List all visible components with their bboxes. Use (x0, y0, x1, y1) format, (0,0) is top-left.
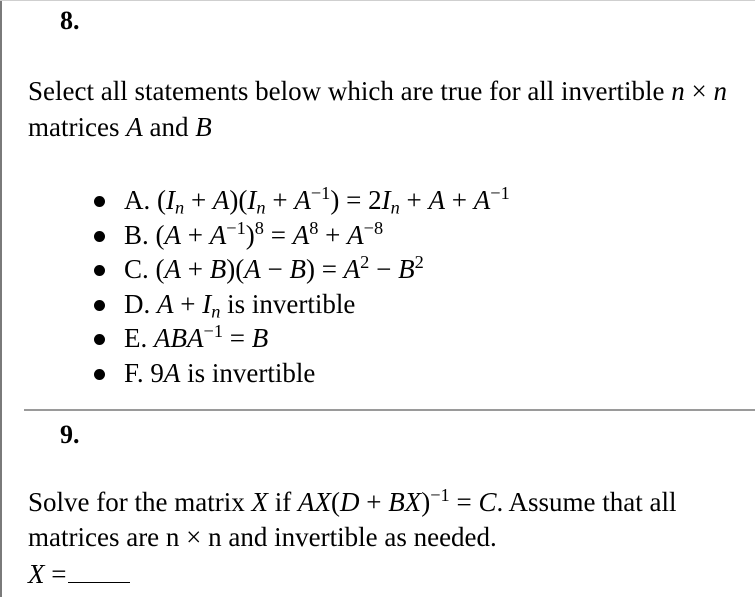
bullet-icon (94, 196, 105, 207)
bullet-icon (94, 231, 105, 242)
page-left-border (0, 0, 2, 597)
question-8-prompt-line-1: Select all statements below which are true for all invertible n × n (28, 76, 728, 106)
option-f[interactable]: F. 9A is invertible (94, 356, 510, 391)
question-9-prompt-line-2: matrices are n × n and invertible as needed. (28, 522, 497, 552)
bullet-icon (94, 265, 105, 276)
option-b[interactable]: B. $(A + A^{-1})^8 = A^8 + A^{-8}$ (94, 218, 510, 253)
bullet-icon (94, 300, 105, 311)
answer-blank[interactable] (68, 560, 130, 583)
page-top-border (0, 0, 755, 1)
question-8-options (94, 183, 510, 390)
section-divider (24, 409, 755, 411)
question-9-prompt-line-1: Solve for the matrix X if AX(D + BX)$^{-1}$ = C. Assume that all (28, 484, 677, 517)
question-8-number: 8. (60, 6, 80, 35)
option-c[interactable]: C. $(A + B)(A - B) = A^2 - B^2$ (94, 252, 510, 287)
bullet-icon (94, 334, 105, 345)
option-d[interactable]: D. $A + I_n$ is invertible (94, 287, 510, 322)
question-9-number: 9. (60, 420, 80, 449)
bullet-icon (94, 369, 105, 380)
option-a[interactable]: A. $(I_n + A)(I_n + A^{-1}) = 2I_n + A + A^{-1}$ (94, 183, 510, 218)
option-e[interactable]: E. $ABA^{-1} = B$ (94, 321, 510, 356)
question-9-answer[interactable]: X = (28, 556, 130, 592)
question-8-prompt-line-2: matrices A and B (28, 112, 212, 142)
